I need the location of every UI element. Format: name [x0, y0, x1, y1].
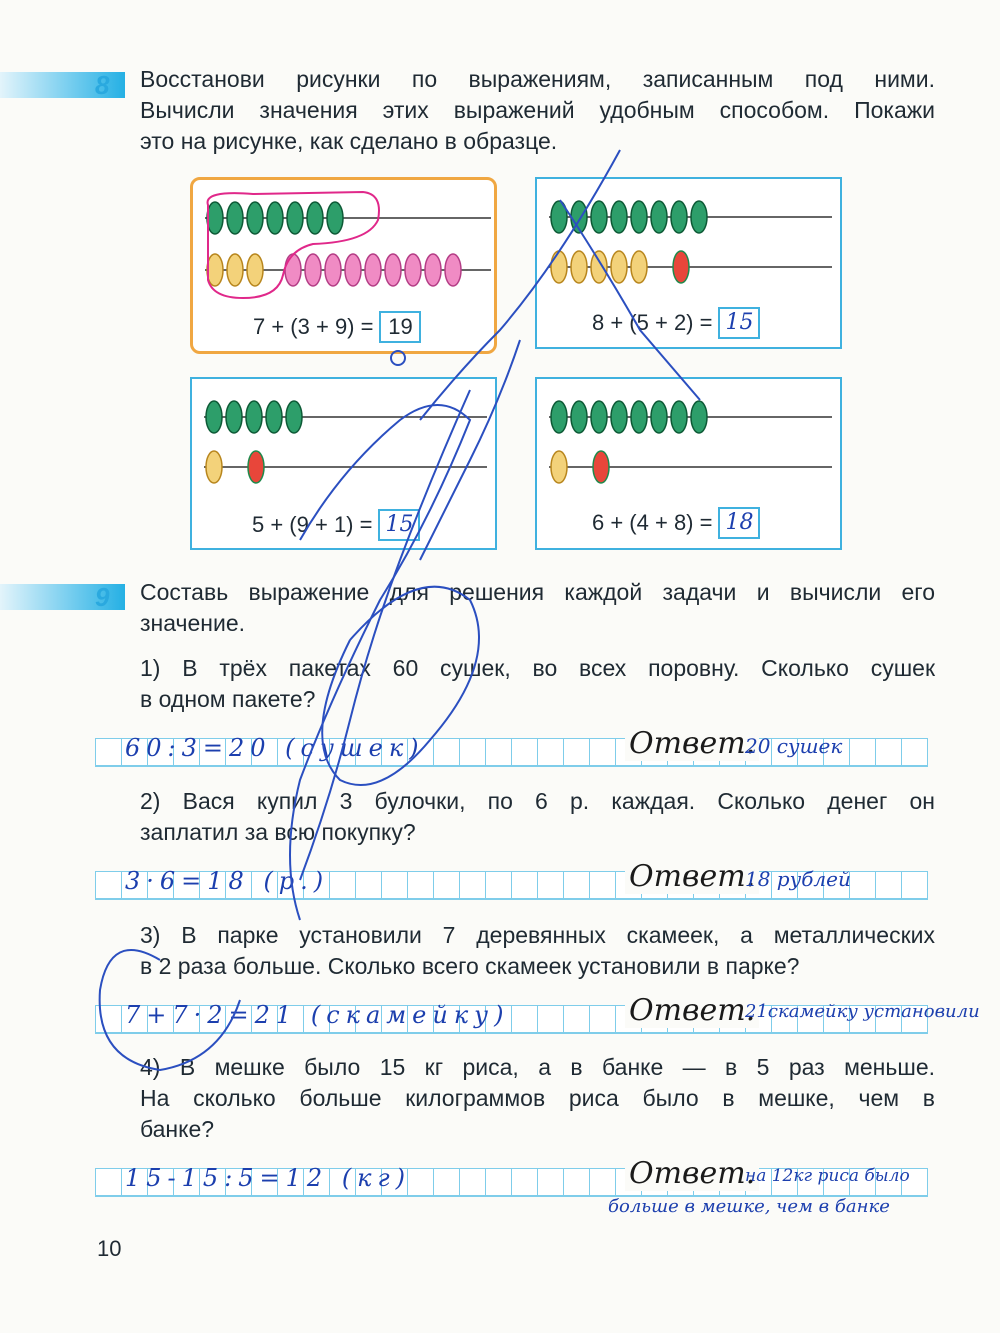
abacus-2-answer-box: 15 — [718, 307, 760, 339]
abacus-1-top-bead — [207, 202, 223, 234]
abacus-3 — [190, 377, 497, 550]
problem-1-answer: 20 сушек — [745, 734, 843, 758]
abacus-1-bottom-bead — [425, 254, 441, 286]
task-9-intro-line-2: значение. — [140, 610, 246, 636]
abacus-sample-expr-text: 7 + (3 + 9) = — [253, 314, 374, 339]
problem-3-solution: 7+7·2=21 (скамейку) — [125, 1001, 510, 1029]
problem-1-answer-row[interactable] — [95, 726, 928, 767]
abacus-1-bottom-bead — [285, 254, 301, 286]
abacus-sample-expression — [253, 311, 421, 343]
abacus-2-top-bead — [631, 201, 647, 233]
abacus-3-answer-box: 15 — [378, 509, 420, 541]
abacus-2-bottom-bead — [571, 251, 587, 283]
abacus-2-top-bead — [611, 201, 627, 233]
task-8-number: 8 — [95, 70, 110, 100]
abacus-3-expression — [252, 509, 420, 541]
abacus-3-expr-text: 5 + (9 + 1) = — [252, 512, 373, 537]
task-9-intro — [140, 577, 935, 639]
problem-4-answer: на 12кг риса было — [745, 1166, 910, 1186]
abacus-1-bottom-bead — [247, 254, 263, 286]
abacus-4-top-bead — [611, 401, 627, 433]
page-number: 10 — [97, 1236, 122, 1261]
problem-3-answer-row[interactable] — [95, 993, 980, 1034]
problem-1-answer-label: Ответ. — [625, 726, 759, 761]
abacus-4-expression — [592, 507, 760, 539]
abacus-2-expr-text: 8 + (5 + 2) = — [592, 310, 713, 335]
problem-4-line-1: 4) В мешке было 15 кг риса, а в банке — в 5 раз меньше. — [140, 1054, 935, 1080]
abacus-4-top-bead — [591, 401, 607, 433]
abacus-2-top-bead — [591, 201, 607, 233]
abacus-1-bottom-bead — [385, 254, 401, 286]
abacus-4-top-bead — [651, 401, 667, 433]
abacus-4-expr-text: 6 + (4 + 8) = — [592, 510, 713, 535]
abacus-4-bottom-bead — [593, 451, 609, 483]
abacus-2-top-bead — [571, 201, 587, 233]
abacus-1-bottom-bead — [445, 254, 461, 286]
abacus-3-top-bead — [226, 401, 242, 433]
abacus-4-top-bead — [691, 401, 707, 433]
abacus-3-bottom-bead — [248, 451, 264, 483]
problem-3-text — [140, 920, 935, 982]
task-8-line-3: это на рисунке, как сделано в образце. — [140, 128, 558, 154]
abacus-1-bottom-bead — [325, 254, 341, 286]
abacus-1-top-bead — [287, 202, 303, 234]
problem-2-line-2: заплатил за всю покупку? — [140, 819, 416, 845]
problem-4-line-2: На сколько больше килограммов риса было в мешке, чем в — [140, 1085, 935, 1111]
problem-2-text — [140, 786, 935, 848]
abacus-3-top-bead — [286, 401, 302, 433]
problem-4-solution: 15-15:5=12 (кг) — [125, 1164, 412, 1192]
task-8-line-2: Вычисли значения этих выражений удобным способом. Покажи — [140, 97, 935, 123]
abacus-2-bottom-bead — [551, 251, 567, 283]
abacus-1-bottom-bead — [345, 254, 361, 286]
abacus-sample — [190, 177, 497, 354]
problem-3-line-2: в 2 раза больше. Сколько всего скамеек установили в парке? — [140, 953, 800, 979]
task-8-text — [140, 64, 935, 157]
abacus-1-bottom-bead — [227, 254, 243, 286]
problem-2-answer-row[interactable] — [95, 859, 928, 900]
abacus-1-top-bead — [267, 202, 283, 234]
problem-4-answer-label: Ответ. — [625, 1156, 759, 1191]
abacus-2-bottom-bead — [611, 251, 627, 283]
abacus-4-top-bead — [671, 401, 687, 433]
problem-1-line-1: 1) В трёх пакетах 60 сушек, во всех поровну. Сколько сушек — [140, 655, 935, 681]
problem-3-answer-label: Ответ. — [625, 993, 759, 1028]
problem-3-line-1: 3) В парке установили 7 деревянных скамеек, а металлических — [140, 922, 935, 948]
abacus-2-bottom-bead — [631, 251, 647, 283]
abacus-3-bottom-bead — [206, 451, 222, 483]
abacus-4-top-bead — [631, 401, 647, 433]
abacus-1-bottom-bead — [405, 254, 421, 286]
problem-4-answer-row[interactable] — [95, 1156, 928, 1197]
abacus-1-bottom-bead — [365, 254, 381, 286]
problem-1-solution: 60:3=20 (сушек) — [125, 734, 425, 762]
problem-2-solution: 3·6=18 (р.) — [125, 867, 330, 895]
abacus-4-top-bead — [551, 401, 567, 433]
abacus-3-top-bead — [246, 401, 262, 433]
problem-4-answer-line-2: больше в мешке, чем в банке — [608, 1196, 890, 1217]
abacus-2 — [535, 177, 842, 349]
abacus-4-bottom-bead — [551, 451, 567, 483]
abacus-3-top-bead — [206, 401, 222, 433]
abacus-1-top-bead — [307, 202, 323, 234]
abacus-1-top-bead — [227, 202, 243, 234]
problem-1-line-2: в одном пакете? — [140, 686, 316, 712]
problem-4-line-3: банке? — [140, 1116, 215, 1142]
abacus-4-answer-box: 18 — [718, 507, 760, 539]
problem-4-text — [140, 1052, 935, 1145]
task-8-line-1: Восстанови рисунки по выражениям, записанным под ними. — [140, 66, 935, 92]
problem-1-text — [140, 653, 935, 715]
abacus-1-top-bead — [327, 202, 343, 234]
problem-3-answer: 21скамейку установили — [745, 1001, 980, 1022]
abacus-2-top-bead — [691, 201, 707, 233]
problem-2-answer: 18 рублей — [745, 867, 851, 891]
abacus-1-bottom-bead — [305, 254, 321, 286]
abacus-sample-answer-box: 19 — [379, 311, 421, 343]
abacus-3-top-bead — [266, 401, 282, 433]
abacus-2-bottom-bead — [673, 251, 689, 283]
problem-2-answer-label: Ответ. — [625, 859, 759, 894]
abacus-2-top-bead — [651, 201, 667, 233]
abacus-4 — [535, 377, 842, 550]
abacus-2-top-bead — [671, 201, 687, 233]
task-9-intro-line-1: Составь выражение для решения каждой задачи и вычисли его — [140, 579, 935, 605]
task-9-number: 9 — [95, 582, 110, 612]
abacus-2-bottom-bead — [591, 251, 607, 283]
abacus-2-top-bead — [551, 201, 567, 233]
abacus-4-top-bead — [571, 401, 587, 433]
problem-2-line-1: 2) Вася купил 3 булочки, по 6 р. каждая. Сколько денег он — [140, 788, 935, 814]
abacus-2-expression — [592, 307, 760, 339]
abacus-1-top-bead — [247, 202, 263, 234]
